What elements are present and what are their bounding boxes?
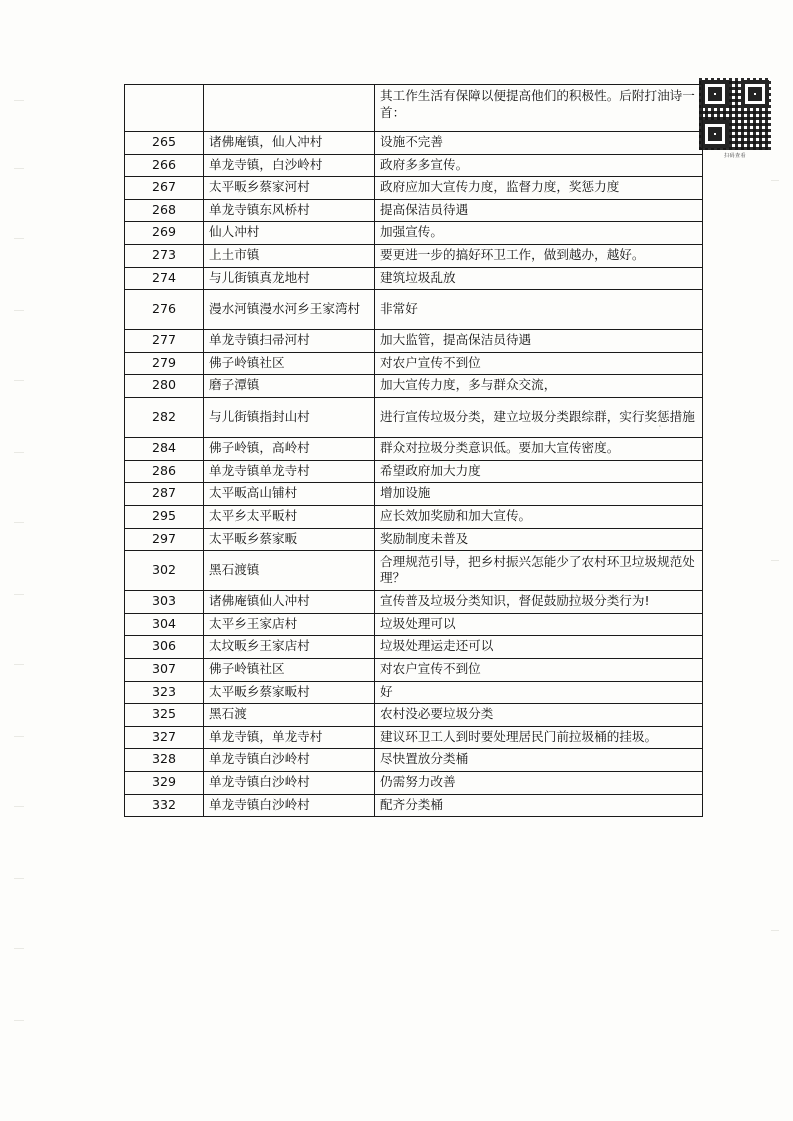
cell-comment: 仍需努力改善	[375, 772, 703, 795]
scan-artifact	[14, 806, 24, 807]
cell-number: 286	[125, 460, 204, 483]
scan-artifact	[14, 1020, 24, 1021]
table-row	[125, 132, 703, 155]
cell-number	[125, 85, 204, 132]
cell-number: 323	[125, 681, 204, 704]
scan-artifact	[771, 560, 779, 561]
cell-place: 太平畈乡蔡家畈	[204, 528, 375, 551]
cell-comment: 非常好	[375, 290, 703, 330]
scan-artifact	[14, 380, 24, 381]
scan-artifact	[14, 594, 24, 595]
cell-comment: 合理规范引导，把乡村振兴怎能少了农村环卫垃圾规范处理？	[375, 551, 703, 591]
table-row	[125, 658, 703, 681]
scan-artifact	[14, 168, 24, 169]
cell-place: 单龙寺镇，白沙岭村	[204, 154, 375, 177]
cell-place: 单龙寺镇，单龙寺村	[204, 726, 375, 749]
table-row	[125, 375, 703, 398]
table-row	[125, 591, 703, 614]
table-row	[125, 704, 703, 727]
table-row	[125, 613, 703, 636]
cell-comment: 对农户宣传不到位	[375, 352, 703, 375]
table-row	[125, 460, 703, 483]
cell-comment: 好	[375, 681, 703, 704]
table-row	[125, 681, 703, 704]
cell-comment: 政府应加大宣传力度，监督力度，奖惩力度	[375, 177, 703, 200]
table-row	[125, 352, 703, 375]
cell-comment: 进行宣传垃圾分类，建立垃圾分类跟综群，实行奖惩措施	[375, 398, 703, 438]
cell-place: 太平乡太平畈村	[204, 505, 375, 528]
scan-artifact	[14, 522, 24, 523]
cell-place: 佛子岭镇，高岭村	[204, 438, 375, 461]
table-row	[125, 505, 703, 528]
cell-comment: 其工作生活有保障以便提高他们的积极性。后附打油诗一首：	[375, 85, 703, 132]
cell-number: 304	[125, 613, 204, 636]
table-row	[125, 749, 703, 772]
table-row	[125, 290, 703, 330]
cell-number: 332	[125, 794, 204, 817]
cell-place: 太坟畈乡王家店村	[204, 636, 375, 659]
cell-number: 306	[125, 636, 204, 659]
cell-place: 佛子岭镇社区	[204, 658, 375, 681]
cell-comment: 对农户宣传不到位	[375, 658, 703, 681]
cell-comment: 垃圾处理可以	[375, 613, 703, 636]
cell-comment: 垃圾处理运走还可以	[375, 636, 703, 659]
cell-place: 单龙寺镇单龙寺村	[204, 460, 375, 483]
cell-place: 太平乡王家店村	[204, 613, 375, 636]
stray-ink-mark: '	[659, 424, 661, 432]
scan-artifact	[14, 100, 24, 101]
cell-place: 与儿街镇真龙地村	[204, 267, 375, 290]
cell-place: 与儿街镇指封山村	[204, 398, 375, 438]
cell-comment: 希望政府加大力度	[375, 460, 703, 483]
table-row	[125, 636, 703, 659]
cell-number: 302	[125, 551, 204, 591]
cell-comment: 设施不完善	[375, 132, 703, 155]
cell-number: 325	[125, 704, 204, 727]
table-row	[125, 330, 703, 353]
cell-comment: 政府多多宣传。	[375, 154, 703, 177]
cell-comment: 群众对拉圾分类意识低。要加大宣传密度。	[375, 438, 703, 461]
scan-artifact	[771, 180, 779, 181]
cell-number: 284	[125, 438, 204, 461]
cell-place: 单龙寺镇扫帚河村	[204, 330, 375, 353]
table-row	[125, 551, 703, 591]
scan-artifact	[14, 238, 24, 239]
cell-place: 黑石渡镇	[204, 551, 375, 591]
scan-artifact	[14, 310, 24, 311]
cell-comment: 要更进一步的搞好环卫工作，做到越办，越好。	[375, 245, 703, 268]
scan-artifact	[771, 930, 779, 931]
cell-place: 单龙寺镇白沙岭村	[204, 794, 375, 817]
table-row	[125, 154, 703, 177]
scan-artifact	[14, 878, 24, 879]
cell-place: 太平畈乡蔡家畈村	[204, 681, 375, 704]
table-row	[125, 794, 703, 817]
table-row	[125, 483, 703, 506]
cell-comment: 宣传普及垃圾分类知识，督促鼓励拉圾分类行为!	[375, 591, 703, 614]
cell-comment: 建议环卫工人到时要处理居民门前拉圾桶的挂圾。	[375, 726, 703, 749]
table-row	[125, 245, 703, 268]
cell-place: 仙人冲村	[204, 222, 375, 245]
scan-artifact	[14, 452, 24, 453]
table-row	[125, 772, 703, 795]
cell-number: 268	[125, 199, 204, 222]
qr-finder-bottom-left	[701, 120, 729, 148]
qr-code-label: 扫码查看	[723, 153, 746, 159]
cell-number: 269	[125, 222, 204, 245]
cell-place: 太平畈乡蔡家河村	[204, 177, 375, 200]
table-body	[125, 85, 703, 817]
cell-place: 漫水河镇漫水河乡王家湾村	[204, 290, 375, 330]
scan-artifact	[14, 736, 24, 737]
cell-comment: 加大监管，提高保洁员待遇	[375, 330, 703, 353]
cell-number: 297	[125, 528, 204, 551]
cell-place: 黑石渡	[204, 704, 375, 727]
cell-number: 295	[125, 505, 204, 528]
table-row	[125, 398, 703, 438]
cell-comment: 加强宣传。	[375, 222, 703, 245]
cell-place: 单龙寺镇白沙岭村	[204, 772, 375, 795]
cell-place: 太平畈高山铺村	[204, 483, 375, 506]
cell-number: 274	[125, 267, 204, 290]
cell-place: 佛子岭镇社区	[204, 352, 375, 375]
scan-artifact	[14, 948, 24, 949]
table-row-continuation	[125, 85, 703, 132]
cell-number: 303	[125, 591, 204, 614]
cell-number: 279	[125, 352, 204, 375]
survey-feedback-table	[124, 84, 695, 817]
cell-comment: 应长效加奖励和加大宣传。	[375, 505, 703, 528]
cell-place	[204, 85, 375, 132]
cell-number: 282	[125, 398, 204, 438]
cell-comment: 尽快置放分类桶	[375, 749, 703, 772]
cell-number: 329	[125, 772, 204, 795]
cell-place: 磨子潭镇	[204, 375, 375, 398]
cell-place: 单龙寺镇东风桥村	[204, 199, 375, 222]
table-row	[125, 222, 703, 245]
qr-code-icon	[699, 78, 771, 150]
cell-comment: 农村没必要垃圾分类	[375, 704, 703, 727]
cell-number: 265	[125, 132, 204, 155]
cell-number: 287	[125, 483, 204, 506]
cell-place: 单龙寺镇白沙岭村	[204, 749, 375, 772]
cell-number: 267	[125, 177, 204, 200]
cell-comment: 配齐分类桶	[375, 794, 703, 817]
cell-place: 上土市镇	[204, 245, 375, 268]
table-row	[125, 177, 703, 200]
feedback-table	[124, 84, 703, 817]
cell-comment: 增加设施	[375, 483, 703, 506]
cell-number: 276	[125, 290, 204, 330]
cell-number: 266	[125, 154, 204, 177]
table-row	[125, 528, 703, 551]
cell-number: 280	[125, 375, 204, 398]
cell-number: 328	[125, 749, 204, 772]
cell-comment: 建筑垃圾乱放	[375, 267, 703, 290]
cell-place: 诸佛庵镇仙人冲村	[204, 591, 375, 614]
scan-artifact	[14, 664, 24, 665]
table-row	[125, 438, 703, 461]
table-row	[125, 199, 703, 222]
cell-comment: 提高保洁员待遇	[375, 199, 703, 222]
cell-number: 307	[125, 658, 204, 681]
cell-number: 277	[125, 330, 204, 353]
table-row	[125, 267, 703, 290]
cell-number: 273	[125, 245, 204, 268]
cell-comment: 奖励制度未普及	[375, 528, 703, 551]
cell-comment: 加大宣传力度，多与群众交流，	[375, 375, 703, 398]
cell-place: 诸佛庵镇，仙人冲村	[204, 132, 375, 155]
cell-number: 327	[125, 726, 204, 749]
table-row	[125, 726, 703, 749]
